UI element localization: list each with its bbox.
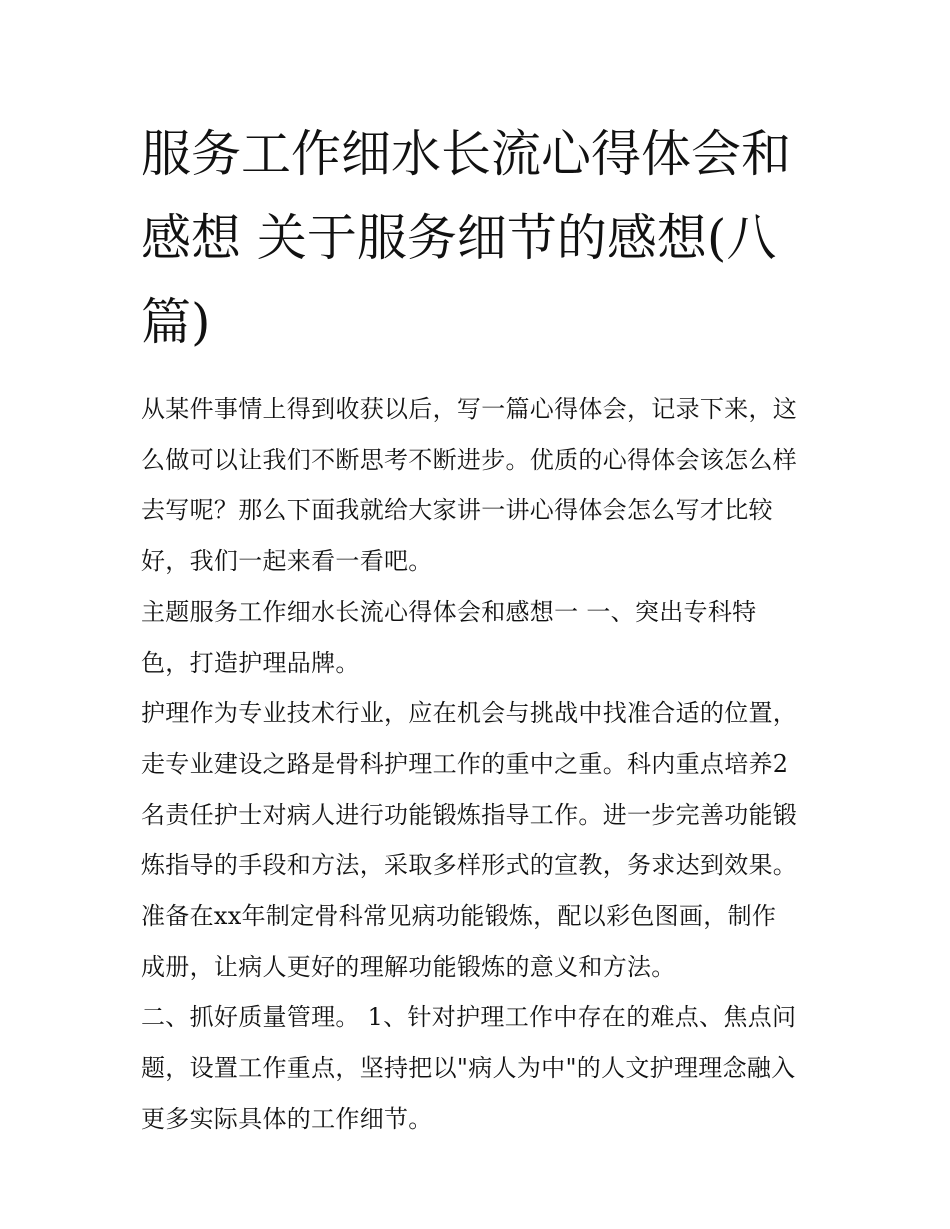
text-line: 题，设置工作重点，坚持把以"病人为中"的人文护理理念融入 (141, 1054, 796, 1083)
document-body (141, 384, 821, 1145)
text-line: 更多实际具体的工作细节。 (141, 1104, 433, 1133)
title-line: 感想 关于服务细节的感想(八 (141, 209, 777, 267)
text-line: 好，我们一起来看一看吧。 (141, 547, 433, 576)
text-line: 护理作为专业技术行业，应在机会与挑战中找准合适的位置， (141, 699, 798, 728)
paragraph-intro (141, 384, 821, 587)
title-line: 篇) (141, 293, 211, 351)
text-line: 二、抓好质量管理。 1、针对护理工作中存在的难点、焦点问 (141, 1003, 797, 1032)
paragraph-section-one (141, 587, 821, 688)
text-line: 主题服务工作细水长流心得体会和感想一 一、突出专科特 (141, 597, 757, 626)
document-title (141, 112, 821, 364)
document-page (141, 112, 821, 1145)
text-line: 准备在xx年制定骨科常见病功能锻炼，配以彩色图画，制作 (141, 902, 777, 931)
text-line: 炼指导的手段和方法，采取多样形式的宣教，务求达到效果。 (141, 851, 798, 880)
text-line: 名责任护士对病人进行功能锻炼指导工作。进一步完善功能锻 (141, 800, 798, 829)
text-line: 去写呢？那么下面我就给大家讲一讲心得体会怎么写才比较 (141, 496, 773, 525)
text-line: 走专业建设之路是骨科护理工作的重中之重。科内重点培养2 (141, 749, 789, 778)
paragraph-quality (141, 992, 821, 1144)
title-line: 服务工作细水长流心得体会和 (141, 125, 791, 183)
text-line: 成册，让病人更好的理解功能锻炼的意义和方法。 (141, 952, 676, 981)
text-line: 色，打造护理品牌。 (141, 648, 360, 677)
text-line: 从某件事情上得到收获以后，写一篇心得体会，记录下来，这 (141, 395, 798, 423)
text-line: 么做可以让我们不断思考不断进步。优质的心得体会该怎么样 (141, 445, 798, 474)
paragraph-specialty (141, 688, 821, 992)
